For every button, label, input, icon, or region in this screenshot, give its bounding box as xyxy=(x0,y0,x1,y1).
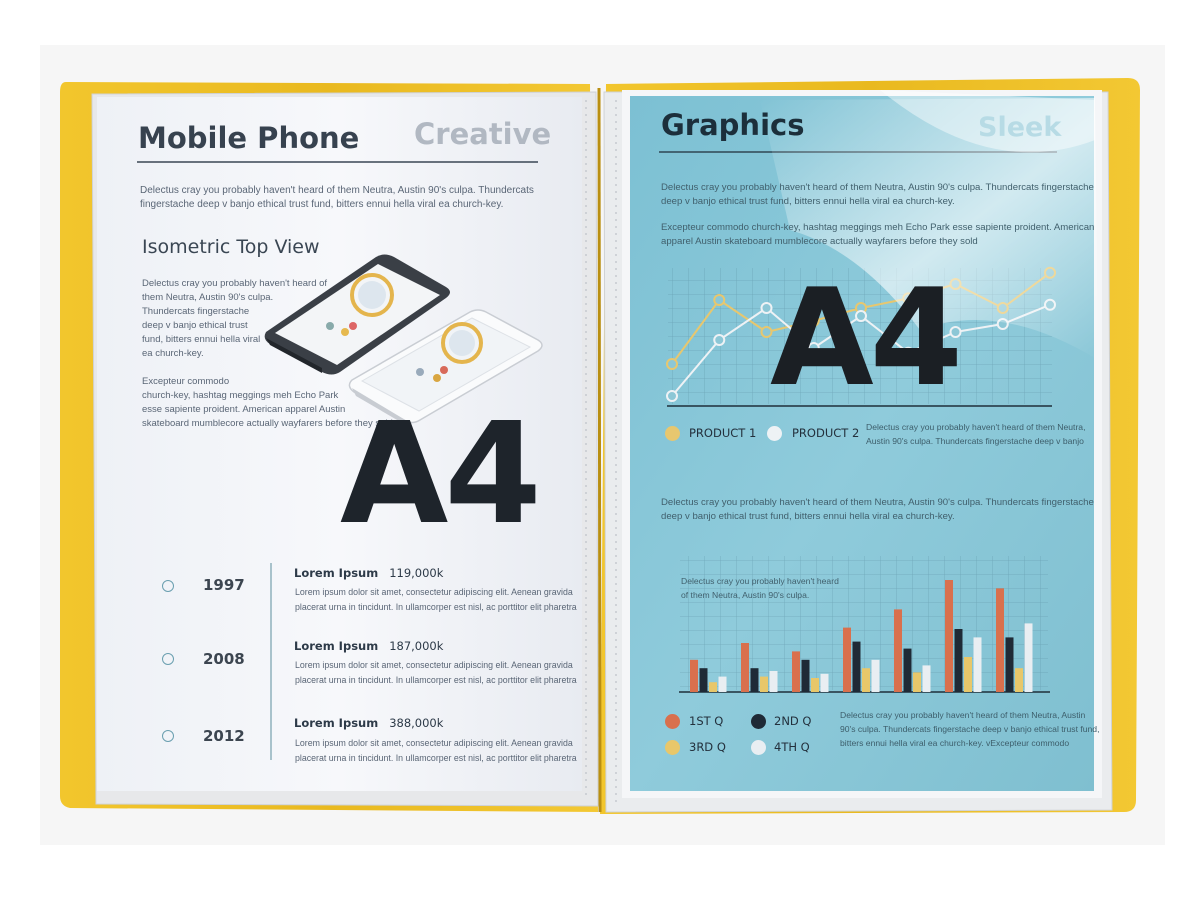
bar xyxy=(843,628,851,692)
bar xyxy=(964,657,972,692)
bar xyxy=(700,668,708,692)
bar xyxy=(690,660,698,692)
bar xyxy=(904,649,912,692)
bar xyxy=(821,674,829,692)
right-intro-2: Excepteur commodo church-key, hashtag meggings meh Echo Park esse sapiente proident. American apparel Austin skateboard mumblecore actually wayfarers before they sold xyxy=(661,222,1095,247)
right-page-tag: Sleek xyxy=(978,112,1062,143)
right-big-label: A4 xyxy=(770,260,959,416)
legend-1-text: Delectus cray you probably haven't heard of them Neutra, Austin 90's culpa. Thundercats fingerstache deep v banjo xyxy=(866,422,1086,446)
bar xyxy=(751,668,759,692)
left-side-text-1: Delectus cray you probably haven't heard of them Neutra, Austin 90's culpa. Thundercats fingerstache deep v banjo ethical trust fund, bitters ennui hella viral ea church-key. xyxy=(142,278,328,359)
bar xyxy=(945,580,953,692)
timeline-circle-2 xyxy=(162,653,174,665)
line-point xyxy=(667,359,677,369)
right-mid-text: Delectus cray you probably haven't heard of them Neutra, Austin 90's culpa. Thundercats fingerstache deep v banjo ethical trust fund, bitters ennui hella viral ea church-key. xyxy=(661,497,1094,522)
bar xyxy=(974,637,982,692)
left-big-label: A4 xyxy=(340,393,538,556)
line-point xyxy=(667,391,677,401)
bar xyxy=(913,672,921,692)
legend-2-text: Delectus cray you probably haven't heard of them Neutra, Austin 90's culpa. Thundercats fingerstache deep v banjo ethical trust fund, bitters ennui hella viral ea church-key. vExcepteur commodo xyxy=(840,710,1100,748)
right-page-title: Graphics xyxy=(661,108,805,142)
left-subtitle: Isometric Top View xyxy=(142,236,320,258)
timeline-year-1: 1997 xyxy=(203,576,245,594)
legend-label-q3: 3RD Q xyxy=(689,740,726,754)
timeline-circle-3 xyxy=(162,730,174,742)
bar xyxy=(770,671,778,692)
bar xyxy=(802,660,810,692)
legend-label-q2: 2ND Q xyxy=(774,714,812,728)
bar xyxy=(894,609,902,692)
bar xyxy=(872,660,880,692)
timeline-heading-2: Lorem Ipsum 187,000k xyxy=(294,639,444,653)
legend-label-product-1: PRODUCT 1 xyxy=(689,426,757,440)
left-page-title: Mobile Phone xyxy=(138,121,360,155)
line-point xyxy=(714,295,724,305)
bar xyxy=(811,678,819,692)
bar xyxy=(923,665,931,692)
legend-dot-q3 xyxy=(665,740,680,755)
timeline-heading-3: Lorem Ipsum 388,000k xyxy=(294,716,444,730)
bar xyxy=(760,677,768,692)
bar xyxy=(709,682,717,692)
timeline-year-3: 2012 xyxy=(203,727,245,745)
bar xyxy=(741,643,749,692)
bar xyxy=(1006,637,1014,692)
legend-dot-q1 xyxy=(665,714,680,729)
bar xyxy=(1025,623,1033,692)
bar-chart-note: Delectus cray you probably haven't heard of them Neutra, Austin 90's culpa. xyxy=(681,576,839,600)
timeline-heading-1: Lorem Ipsum 119,000k xyxy=(294,566,444,580)
bar xyxy=(955,629,963,692)
line-point xyxy=(714,335,724,345)
timeline-circle-1 xyxy=(162,580,174,592)
bar xyxy=(1015,668,1023,692)
legend-dot-q4 xyxy=(751,740,766,755)
bar xyxy=(862,668,870,692)
legend-label-product-2: PRODUCT 2 xyxy=(792,426,860,440)
timeline-text-3: Lorem ipsum dolor sit amet, consectetur adipiscing elit. Aenean gravida placerat urna in tincidunt. In ullamcorper est nisl, ac porttitor elit pharetra xyxy=(295,738,577,763)
right-intro-1: Delectus cray you probably haven't heard of them Neutra, Austin 90's culpa. Thundercats fingerstache deep v banjo ethical trust fund, bitters ennui hella viral ea church-key. xyxy=(661,182,1094,207)
timeline-text-2: Lorem ipsum dolor sit amet, consectetur adipiscing elit. Aenean gravida placerat urna in tincidunt. In ullamcorper est nisl, ac porttitor elit pharetra xyxy=(295,660,577,685)
legend-dot-product-1 xyxy=(665,426,680,441)
left-intro-text: Delectus cray you probably haven't heard of them Neutra, Austin 90's culpa. Thundercats fingerstache deep v banjo ethical trust fund, bitters ennui hella viral ea church-key. xyxy=(140,185,534,210)
bar xyxy=(719,677,727,692)
legend-label-q1: 1ST Q xyxy=(689,714,724,728)
left-side-text-2: Excepteur commodo church-key, hashtag meggings meh Echo Park esse sapiente proident. American apparel Austin skateboard mumblecore actually wayfarers before they sold xyxy=(142,376,393,429)
timeline-text-1: Lorem ipsum dolor sit amet, consectetur adipiscing elit. Aenean gravida placerat urna in tincidunt. In ullamcorper est nisl, ac porttitor elit pharetra xyxy=(295,587,577,612)
bar xyxy=(792,651,800,692)
legend-dot-product-2 xyxy=(767,426,782,441)
bar xyxy=(853,642,861,692)
timeline-year-2: 2008 xyxy=(203,650,245,668)
bar xyxy=(996,588,1004,692)
legend-dot-q2 xyxy=(751,714,766,729)
left-page-tag: Creative xyxy=(414,117,552,151)
legend-label-q4: 4TH Q xyxy=(774,740,810,754)
